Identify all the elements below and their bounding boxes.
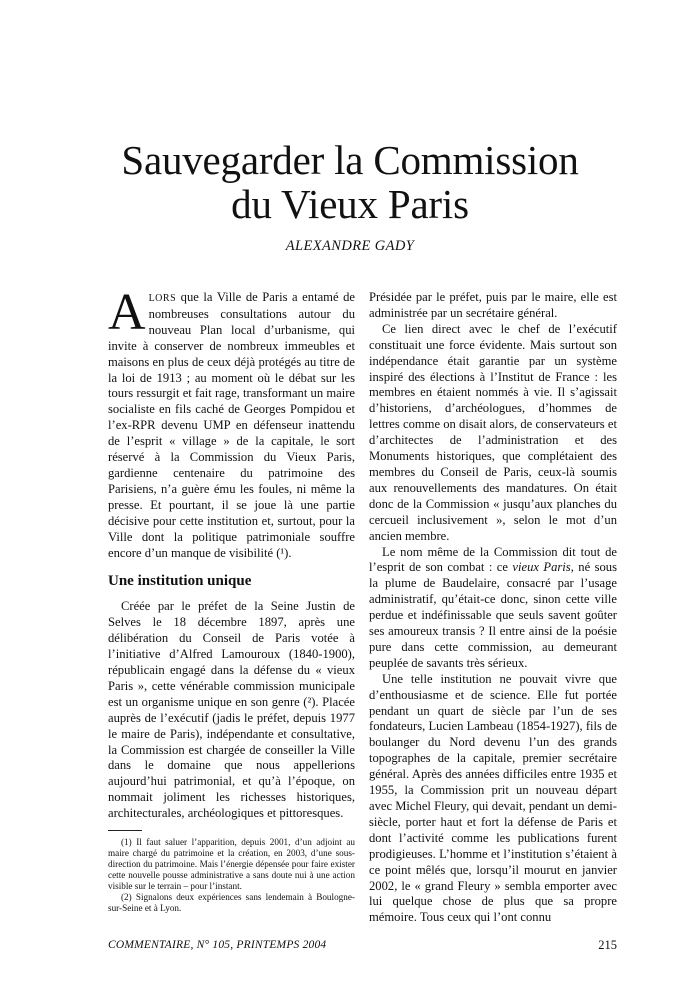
running-head: COMMENTAIRE, N° 105, PRINTEMPS 2004 bbox=[108, 939, 327, 951]
opening-paragraph bbox=[108, 284, 355, 561]
paragraph-institution: Créée par le préfet de la Seine Justin de Selves le 18 décembre 1897, après une délibération du Conseil de Paris votée à l’initiative d’Alfred Lamouroux (1840-1900), républicain engagé dans la défense du « vieux Paris », cette vénérable commission municipale est un organisme unique en son genre (²). Placée auprès de l’exécutif (jadis le préfet, depuis 1977 le maire de Paris), indépendante et consultative, la Commission est chargée de conseiller la Ville dans le domaine que nous appellerions aujourd’hui patrimonial, et qu’à l’époque, on nommait joliment les richesses historiques, architecturales, archéologiques et pittoresques. bbox=[108, 599, 355, 821]
footnote-divider bbox=[108, 830, 142, 831]
drop-cap: A bbox=[108, 284, 146, 341]
opening-paragraph-text: que la Ville de Paris a entamé de nombreuses consultations autour du nouveau Plan local d’urbanisme, qui invite à conserver de nombreux immeubles et maisons en plus de ceux déjà protégés au titre de la loi de 1913 ; au moment où le débat sur les tours ressurgit et fait rage, transformant un maire socialiste en fils caché de Georges Pompidou et l’ex-RPR devenu UMP en défenseur inattendu de l’esprit « village » de la capitale, le sort réservé à la Commission du Vieux Paris, gardienne centenaire du patrimoine des Parisiens, n’a guère ému les foules, ni même la presse. Et pourtant, il se joue là une partie décisive pour cette institution et, surtout, pour la Ville dont la politique patrimoniale souffre encore d’un manque de visibilité (¹). bbox=[108, 290, 355, 560]
right-column bbox=[369, 290, 617, 926]
page-number: 215 bbox=[598, 938, 617, 952]
title-line-1: Sauvegarder la Commission bbox=[121, 137, 579, 183]
vieux-paris-italic: vieux Paris bbox=[512, 560, 571, 575]
lead-smallcaps: LORS bbox=[148, 293, 177, 304]
paragraph-history: Une telle institution ne pouvait vivre que d’enthousiasme et de science. Elle fut portée pendant un quart de siècle par l’un de ses fondateurs, Lucien Lambeau (1854-1927), fils de boulanger du Nord devenu l’un des grands topographes de la capitale, premier secrétaire général. Après des années difficiles entre 1935 et 1955, la Commission prit un nouveau départ avec Michel Fleury, qui devait, pendant un demi-siècle, porter haut et fort la défense de Paris et dont l’activité comme les publications furent prodigieuses. L’homme et l’institution s’étaient à ce point mêlés que, lorsqu’il mourut en janvier 2002, le « grand Fleury » sembla emporter avec lui quelque chose de plus que sa propre mémoire. Tous ceux qui l’ont connu bbox=[369, 671, 617, 925]
section-heading: Une institution unique bbox=[108, 573, 252, 590]
left-column bbox=[108, 284, 355, 914]
title-line-2: du Vieux Paris bbox=[231, 181, 469, 227]
author-name: ALEXANDRE GADY bbox=[285, 238, 415, 254]
paragraph-vieux-paris bbox=[369, 545, 617, 672]
footnote-2: (2) Signalons deux expériences sans lendemain à Boulogne-sur-Seine et à Lyon. bbox=[108, 892, 355, 914]
footnote-1: (1) Il faut saluer l’apparition, depuis 2001, d’un adjoint au maire chargé du patrimoine et la création, en 2003, d’une sous-direction du patrimoine. Mais l’énergie dépensée pour faire exister cette nouvelle pousse administrative a sans doute nui à une action visible sur le terrain – pour l’instant. bbox=[108, 837, 355, 892]
paragraph-independence: Ce lien direct avec le chef de l’exécutif constituait une force évidente. Mais surtout son indépendance était garantie par un système inspiré des élections à l’Institut de France : les membres en étaient nommés à vie. Il s’agissait d’historiens, d’archéologues, d’hommes de lettres comme on disait alors, de conservateurs et d’architectes de l’administration et des Monuments historiques, que complétaient des membres du Conseil de Paris, ceux-là soumis aux renouvellements des mandatures. On était donc de la Commission « jusqu’aux planches du cercueil inclusivement », selon le mot d’un ancien membre. bbox=[369, 321, 617, 543]
article-title bbox=[60, 138, 640, 226]
vieux-paris-text-before: Le nom même de la Commission dit tout de l’esprit de son combat : ce bbox=[369, 544, 617, 575]
vieux-paris-text-after: , né sous la plume de Baudelaire, consacré par l’usage administratif, qu’était-ce donc, sinon cette ville perdue et indéfinissable que seuls savent goûter ses amoureux transis ? Il entre ainsi de la poésie pure dans cette commission, au demeurant peuplée de savants très sérieux. bbox=[369, 560, 617, 670]
paragraph-presidency: Présidée par le préfet, puis par le maire, elle est administrée par un secrétaire général. bbox=[369, 290, 617, 320]
